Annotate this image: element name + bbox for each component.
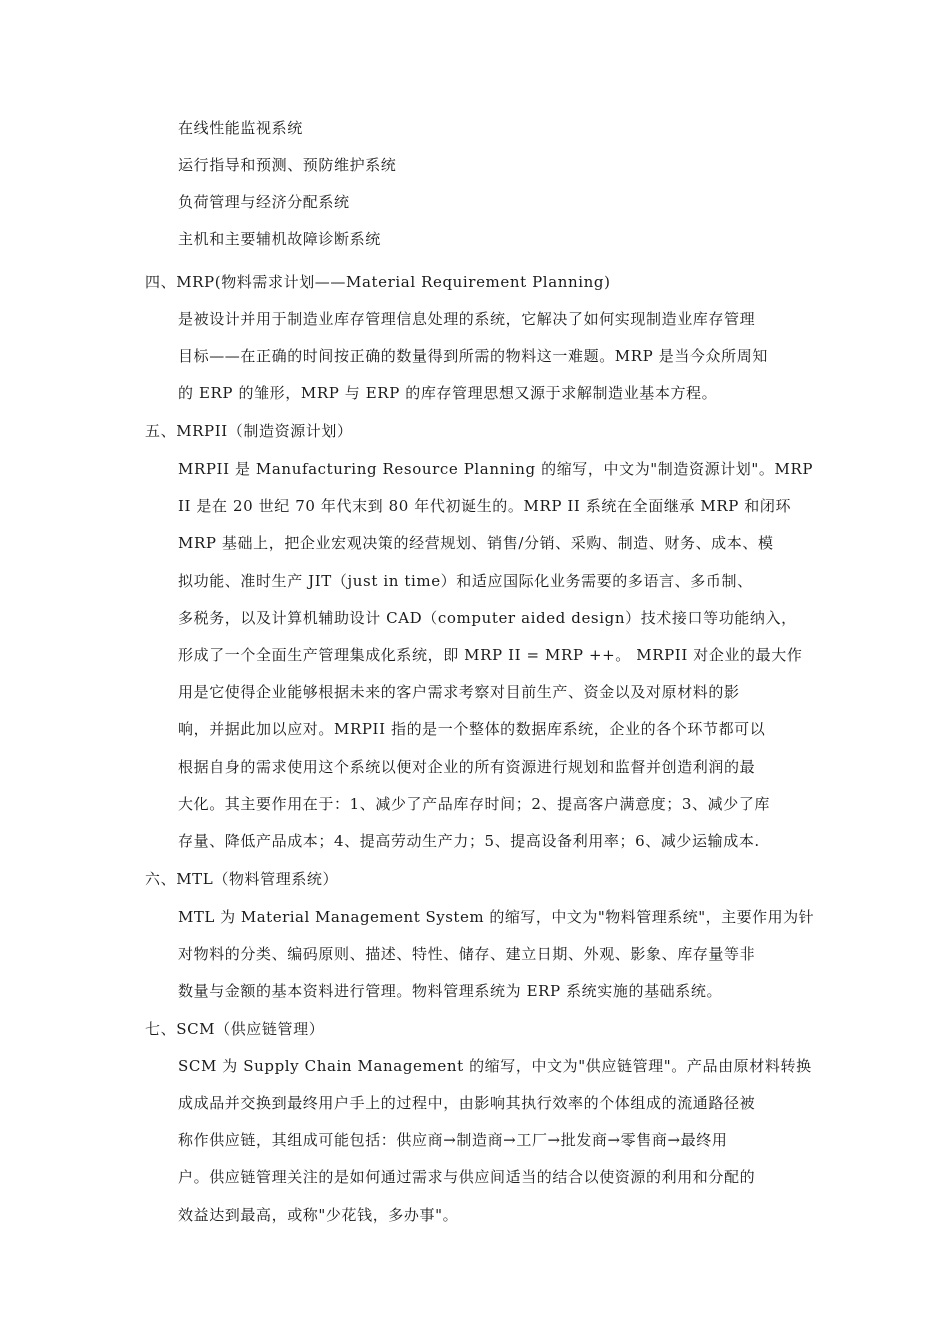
list-item: 运行指导和预测、预防维护系统	[178, 156, 397, 174]
section-heading-mrpii: 五、MRPII（制造资源计划）	[145, 422, 353, 440]
paragraph-line: SCM 为 Supply Chain Management 的缩写，中文为"供应链管理"。产品由原材料转换	[178, 1057, 812, 1075]
paragraph-line: 形成了一个全面生产管理集成化系统，即 MRP II = MRP ++。 MRPII 对企业的最大作	[178, 646, 803, 664]
section-heading-mrp: 四、MRP(物料需求计划——Material Requirement Planning)	[145, 273, 611, 291]
paragraph-line: 效益达到最高，或称"少花钱，多办事"。	[178, 1206, 459, 1224]
paragraph-line: II 是在 20 世纪 70 年代末到 80 年代初诞生的。MRP II 系统在全面继承 MRP 和闭环	[178, 497, 792, 515]
section-heading-scm: 七、SCM（供应链管理）	[145, 1020, 325, 1038]
paragraph-line: 根据自身的需求使用这个系统以便对企业的所有资源进行规划和监督并创造利润的最	[178, 758, 756, 776]
section-heading-mtl: 六、MTL（物料管理系统）	[145, 870, 339, 888]
paragraph-line: MTL 为 Material Management System 的缩写，中文为"物料管理系统"，主要作用为针	[178, 908, 815, 926]
paragraph-line: MRP 基础上，把企业宏观决策的经营规划、销售/分销、采购、制造、财务、成本、模	[178, 534, 774, 552]
paragraph-line: 称作供应链，其组成可能包括：供应商→制造商→工厂→批发商→零售商→最终用	[178, 1131, 728, 1149]
paragraph-line: 多税务，以及计算机辅助设计 CAD（computer aided design）技术接口等功能纳入，	[178, 609, 797, 627]
list-item: 主机和主要辅机故障诊断系统	[178, 230, 381, 248]
paragraph-line: 目标——在正确的时间按正确的数量得到所需的物料这一难题。MRP 是当今众所周知	[178, 347, 768, 365]
paragraph-line: 是被设计并用于制造业库存管理信息处理的系统，它解决了如何实现制造业库存管理	[178, 310, 756, 328]
paragraph-line: MRPII 是 Manufacturing Resource Planning 的缩写，中文为"制造资源计划"。MRP	[178, 460, 814, 478]
paragraph-line: 数量与金额的基本资料进行管理。物料管理系统为 ERP 系统实施的基础系统。	[178, 982, 723, 1000]
paragraph-line: 户。供应链管理关注的是如何通过需求与供应间适当的结合以使资源的利用和分配的	[178, 1168, 756, 1186]
paragraph-line: 存量、降低产品成本；4、提高劳动生产力；5、提高设备利用率；6、减少运输成本.	[178, 832, 760, 850]
paragraph-line: 大化。其主要作用在于：1、减少了产品库存时间；2、提高客户满意度；3、减少了库	[178, 795, 771, 813]
paragraph-line: 的 ERP 的雏形，MRP 与 ERP 的库存管理思想又源于求解制造业基本方程。	[178, 384, 718, 402]
list-item: 在线性能监视系统	[178, 119, 303, 137]
paragraph-line: 拟功能、准时生产 JIT（just in time）和适应国际化业务需要的多语言、多币制、	[178, 572, 753, 590]
paragraph-line: 对物料的分类、编码原则、描述、特性、储存、建立日期、外观、影象、库存量等非	[178, 945, 756, 963]
list-item: 负荷管理与经济分配系统	[178, 193, 350, 211]
paragraph-line: 成成品并交换到最终用户手上的过程中，由影响其执行效率的个体组成的流通路径被	[178, 1094, 756, 1112]
paragraph-line: 用是它使得企业能够根据未来的客户需求考察对目前生产、资金以及对原材料的影	[178, 683, 740, 701]
paragraph-line: 响，并据此加以应对。MRPII 指的是一个整体的数据库系统，企业的各个环节都可以	[178, 720, 766, 738]
